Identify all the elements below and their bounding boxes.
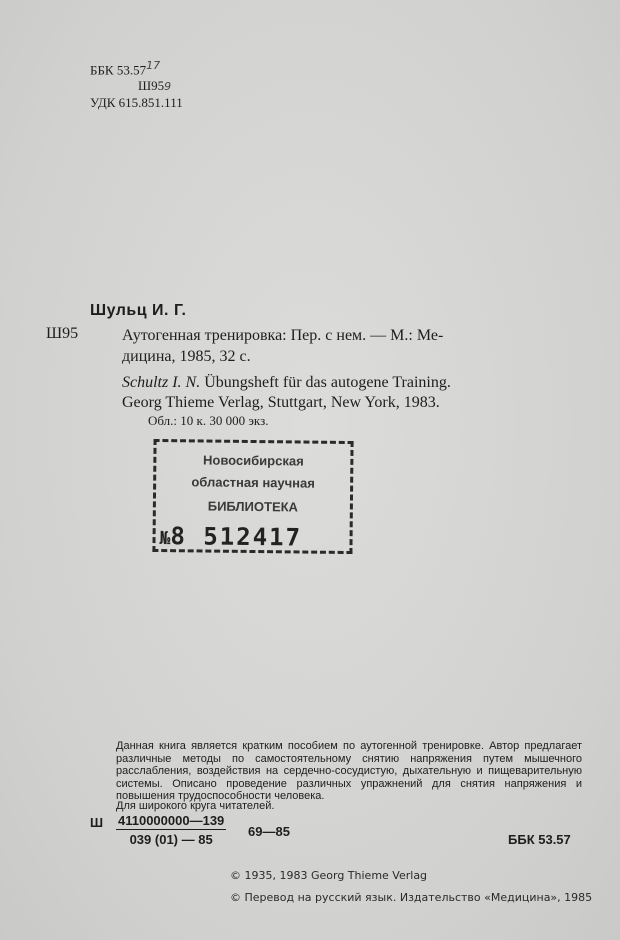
original-title: Übungsheft für das autogene Training. <box>204 374 451 391</box>
title-line-1: Аутогенная тренировка: Пер. с нем. — М.: Ме- <box>122 327 444 344</box>
cover-and-print-run: Обл.: 10 к. 30 000 экз. <box>148 413 269 428</box>
udk-code: УДК 615.851.111 <box>90 95 183 111</box>
number-sign: № <box>159 528 171 550</box>
formula-denominator: 039 (01) — 85 <box>129 832 213 847</box>
bbk-code: ББК 53.57 <box>90 62 147 78</box>
formula-right: 69—85 <box>248 824 290 839</box>
stamp-line-3: БИБЛИОТЕКА <box>207 498 299 515</box>
publishing-formula <box>116 813 226 847</box>
bbk-line <box>90 58 183 78</box>
shelf-mark: Ш95 <box>46 325 79 342</box>
bbk-handwritten-note: 17 <box>146 59 161 72</box>
book-title <box>122 325 580 367</box>
library-stamp <box>152 439 353 554</box>
original-author: Schultz I. N. <box>122 374 201 391</box>
copyright-translation: © Перевод на русский язык. Издательство «Медицина», 1985 <box>230 891 593 904</box>
inventory-number: 8 512417 <box>170 522 303 552</box>
author-name: Шульц И. Г. <box>90 302 187 319</box>
shelf-code-line <box>90 78 183 95</box>
stamp-line-2: областная научная <box>191 474 315 491</box>
stamp-inventory-number <box>159 522 302 551</box>
shelf-code: Ш95 <box>138 78 165 94</box>
copyright-original: © 1935, 1983 Georg Thieme Verlag <box>230 869 428 882</box>
formula-prefix: Ш <box>90 815 104 830</box>
shelf-handwritten-note: 9 <box>164 80 172 94</box>
annotation-text: Данная книга является кратким пособием по аутогенной тренировке. Автор предлагает различные методы по самостоятельному снятию напряжения путем мышечного расслабления, воздействия на сердечно-сосудистую, дыхательную и пищеварительную системы. Описано проведение различных упражнений для снятия напряжения и повышения трудоспособности человека. <box>116 740 582 802</box>
title-line-2: дицина, 1985, 32 с. <box>122 348 251 365</box>
original-publisher: Georg Thieme Verlag, Stuttgart, New York, 1983. <box>122 394 440 411</box>
original-edition <box>122 373 582 413</box>
formula-numerator: 4110000000—139 <box>118 813 225 828</box>
classification-codes <box>90 58 183 111</box>
bbk-bottom: ББК 53.57 <box>508 832 571 847</box>
stamp-line-1: Новосибирская <box>202 452 304 469</box>
audience-note: Для широкого круга читателей. <box>116 800 275 812</box>
annotation <box>116 740 582 803</box>
original-line-1 <box>122 373 582 393</box>
